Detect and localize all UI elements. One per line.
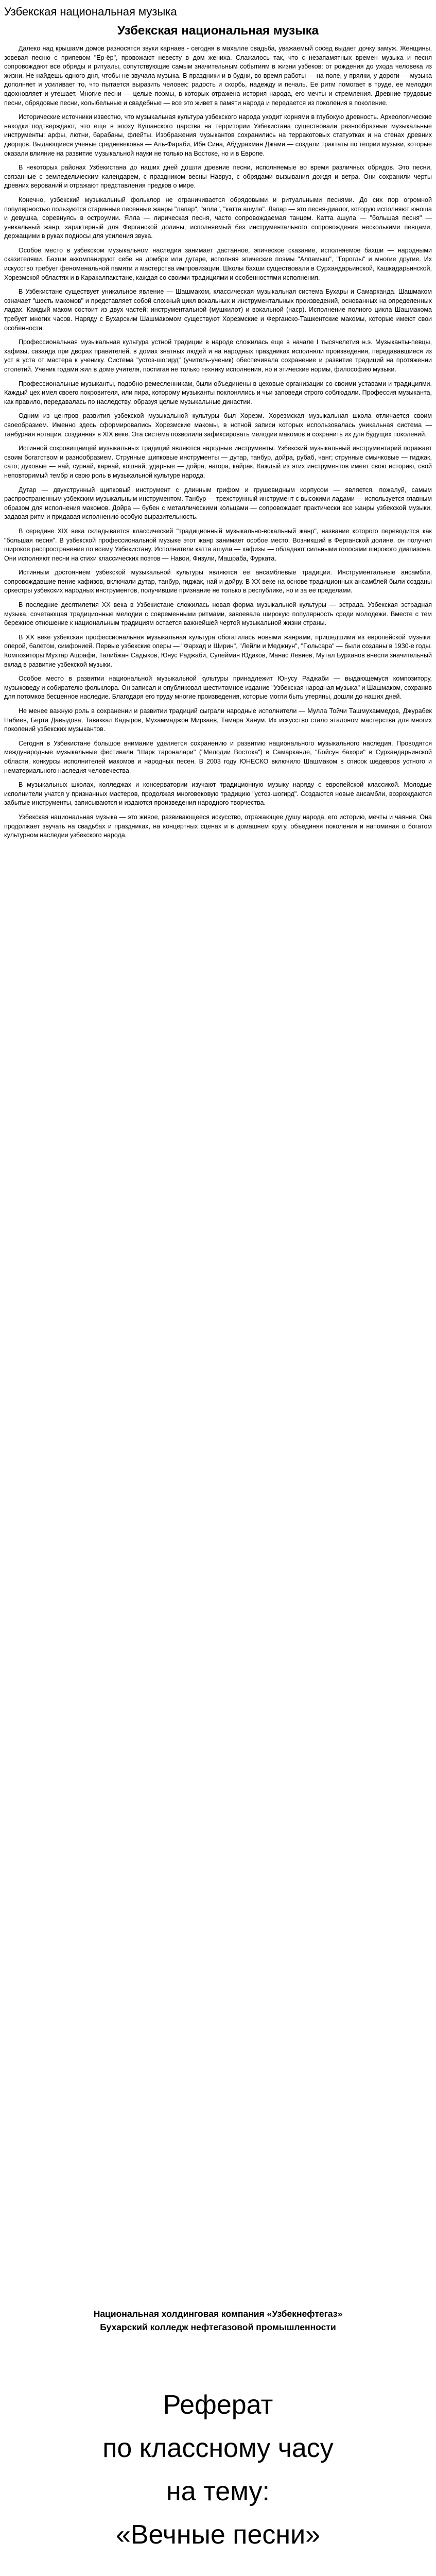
article-paragraph: Особое место в узбекском музыкальном наследии занимает дастанное, эпическое сказание, исполняемое бахши — народными сказителями. Бахши аккомпанируют себе на домбре или дутаре, исполняя эпические поэмы "Алпамыш", "Гороглы" и многие другие. Их искусство требует феноменальной памяти и мастерства импровизации. Школы бахши существовали в Сурхандарьинской, Кашкадарьинской, Хорезмской областях и в Каракалпакстане, каждая со своими традициями и особенностями исполнения. [4, 246, 432, 281]
article-paragraph: Профессиональная музыкальная культура устной традиции в народе сложилась еще в начале I тысячелетия н.э. Музыканты-певцы, хафизы, сазанда при дворах правителей, в домах знатных людей и на народных праздниках исполняли произведения, передававшиеся из уст в уста от мастера к ученику. Система "устоз-шогирд" (учитель-ученик) обеспечивала сохранение и развитие традиций на протяжении столетий. Ученик годами жил в доме учителя, постигая не только технику исполнения, но и этические нормы, философию музыки. [4, 338, 432, 373]
article-paragraph: Не менее важную роль в сохранении и развитии традиций сыграли народные исполнители — Мулла Тойчи Ташмухаммедов, Джурабек Набиев, Берта Давыдова, Таваккал Кадыров, Мухаммаджон Мирзаев, Тамара Ханум. Их искусство стало эталоном мастерства для многих поколений узбекских музыкантов. [4, 707, 432, 733]
article-paragraph: В XX веке узбекская профессиональная музыкальная культура обогатилась новыми жанрами, пришедшими из европейской музыки: оперой, балетом, симфонией. Первые узбекские оперы — "Фархад и Ширин", "Лейли и Меджнун", "Гюльсара" — были созданы в 1930-е годы. Композиторы Мухтар Ашрафи, Талибжан Садыков, Юнус Раджаби, Сулейман Юдаков, Манас Левиев, Мутал Бурханов внесли значительный вклад в развитие узбекской музыки. [4, 633, 432, 668]
college-name: Бухарский колледж нефтегазовой промышленности [100, 2322, 336, 2332]
article-paragraph: Истинным достоянием узбекской музыкальной культуры являются ее ансамблевые традиции. Инструментальные ансамбли, сопровождавшие пение хафизов, включали дутар, танбур, гиджак, най и дойру. В XX веке на основе традиционных ансамблей были созданы оркестры узбекских народных инструментов, получившие признание не только в республике, но и за ее пределами. [4, 569, 432, 595]
article-paragraph: Узбекская национальная музыка — это живое, развивающееся искусство, отражающее душу народа, его историю, мечты и чаяния. Она продолжает звучать на свадьбах и праздниках, на концертных сценах и в домашнем кругу, объединяя поколения и напоминая о богатом культурном наследии узбекского народа. [4, 813, 432, 839]
article-paragraph: Истинной сокровищницей музыкальных традиций являются народные инструменты. Узбекский музыкальный инструментарий поражает своим богатством и разнообразием. Струнные щипковые инструменты — дутар, танбур, дойра, рубаб, чанг; струнные смычковые — гиджак, сато; духовые — най, сурнай, карнай, кошнай; ударные — дойра, нагора, кайрак. Каждый из этих инструментов имеет свою историю, свой неповторимый тембр и свою роль в музыкальной культуре народа. [4, 445, 432, 479]
organization-name: Национальная холдинговая компания «Узбекнефтегаз» [93, 2309, 343, 2319]
article-paragraph: В середине XIX века складывается классический "традиционный музыкально-вокальный жанр", название которого переводится как "большая песня". В узбекской профессиональной музыке этот жанр занимает особое место. Возникший в Ферганской долине, он получил широкое распространение по всему Узбекистану. Исполнители катта ашула — хафизы — обладают сильными голосами широкого диапазона. Они исполняют песни на стихи классических поэтов — Навои, Физули, Машраба, Фурката. [4, 527, 432, 562]
article-paragraph: Профессиональные музыканты, подобно ремесленникам, были объединены в цеховые организации со своими уставами и традициями. Каждый цех имел своего покровителя, или пира, которому музыканты поклонялись и чьи заповеди строго соблюдали. Профессия музыканта, как правило, передавалась по наследству, образуя целые музыкальные династии. [4, 380, 432, 405]
article-heading: Узбекская национальная музыка [117, 24, 319, 38]
article-paragraph: Одним из центров развития узбекской музыкальной культуры был Хорезм. Хорезмская музыкальная школа отличается своим своеобразием. Именно здесь сформировались Хорезмские макомы, в нотной записи которых использовалась уникальная система — танбурная нотация, созданная в XIX веке. Эта система позволила зафиксировать мелодии макомов и сохранить их для будущих поколений. [4, 412, 432, 438]
article-paragraph: Конечно, узбекский музыкальный фольклор не ограничивается обрядовыми и ритуальными песнями. До сих пор огромной популярностью пользуются старинные песенные жанры "лапар", "ялла", "катта ашула". Лапар — это песня-диалог, которую исполняют юноша и девушка, соревнуясь в остроумии. Ялла — лирическая песня, часто сопровождаемая танцем. Катта ашула — "большая песня" — уникальный жанр, характерный для Ферганской долины, исполняемый без инструментального сопровождения несколькими певцами, держащими в руках подносы для усиления звука. [4, 196, 432, 240]
article-paragraph: Исторические источники известно, что музыкальная культура узбекского народа уходит корнями в глубокую древность. Археологические находки подтверждают, что еще в эпоху Кушанского царства на территории Узбекистана существовали разнообразные музыкальные инструменты: арфы, лютни, барабаны, флейты. Изображения музыкантов сохранились на терракотовых статуэтках и на стенах древних дворцов. Выдающиеся ученые средневековья — Аль-Фараби, Ибн Сина, Абдурахман Джами — создали трактаты по теории музыки, которые оказали влияние на развитие музыкальной науки не только на Востоке, но и в Европе. [4, 113, 432, 157]
article-paragraph: Особое место в развитии национальной музыкальной культуры принадлежит Юнусу Раджаби — выдающемуся композитору, музыковеду и собирателю фольклора. Он записал и опубликовал шеститомное издание "Узбекская народная музыка" и Шашмаком, сохранив для потомков бесценное наследие. Благодаря его труду многие произведения, которые могли быть утеряны, дошли до наших дней. [4, 675, 432, 701]
cover-page [0, 2307, 436, 2576]
article-paragraph: В некоторых районах Узбекистана до наших дней дошли древние песни, исполняемые во время различных обрядов. Это песни, связанные с земледельческим календарем, с праздником весны Навруз, с обрядами вызывания дождя и ветра. Они сохранили черты древних верований и отражают представления предков о мире. [4, 164, 432, 190]
article-paragraph: В последние десятилетия XX века в Узбекистане сложилась новая форма музыкальной культуры — эстрада. Узбекская эстрадная музыка, сочетающая традиционные мелодии с современными ритмами, завоевала широкую популярность среди молодежи. Вместе с тем бережное отношение к национальным традициям остается важнейшей чертой музыкальной жизни страны. [4, 601, 432, 627]
document-title: Узбекская национальная музыка [4, 5, 177, 18]
report-type: Реферат [163, 2390, 273, 2420]
article-paragraph: Далеко над крышами домов разносятся звуки карнаев - сегодня в махалле свадьба, уважаемый сосед выдает дочку замуж. Женщины, зовевая песню с припевом "Ёр-ёр", провожают невесту в дом жениха. Слажалось так, что с незапамятных времен музыка и песня сопровождают все обряды и ритуалы, сопутствующие самым значительным событиям в жизни узбеков: от рождения до ухода человека из жизни. Не найдешь одного дня, чтобы не звучала музыка. В праздники и в будни, во время работы — на поле, у прялки, у дороги — музыка дополняет и усиливает то, что пытается выразить человек: радость и скорбь, надежду и печаль. Ее ритм помогает в труде, ее мелодия вдохновляет и утешает. Многие песни — целые поэмы, в которых отражена история народа, его мечты и стремления. Древние трудовые песни, обрядовые песни, колыбельные и свадебные — все это живет в памяти народа и передается из поколения в поколение. [4, 45, 432, 107]
article-body [4, 44, 432, 840]
report-subtitle-theme: на тему: [166, 2477, 270, 2506]
article-paragraph: В музыкальных школах, колледжах и консерватории изучают традиционную музыку наряду с европейской классикой. Молодые исполнители учатся у признанных мастеров, продолжая многовековую традицию "устоз-шогирд". Создаются новые ансамбли, возрождаются забытые инструменты, записываются и издаются произведения народного творчества. [4, 781, 432, 807]
article-paragraph: В Узбекистане существует уникальное явление — Шашмаком, классическая музыкальная система Бухары и Самарканда. Шашмаком означает "шесть макомов" и представляет собой сложный цикл вокальных и инструментальных произведений, основанных на определенных ладах. Каждый маком состоит из двух частей: инструментальной (мушкилот) и вокальной (наср). Исполнение полного цикла Шашмакома требует многих часов. Наряду с Бухарским Шашмакомом существуют Хорезмские и Ферганско-Ташкентские макомы, которые имеют свои особенности. [4, 288, 432, 332]
report-topic: «Вечные песни» [115, 2520, 321, 2550]
article-paragraph: Сегодня в Узбекистане большое внимание уделяется сохранению и развитию национального музыкального наследия. Проводятся международные музыкальные фестивали "Шарк тароналари" ("Мелодии Востока") в Самарканде, "Бойсун бахори" в Сурхандарьинской области, конкурсы исполнителей макомов и народных песен. В 2003 году ЮНЕСКО включило Шашмаком в список шедевров устного и нематериального наследия человечества. [4, 739, 432, 774]
report-subtitle: по классному часу [102, 2433, 334, 2463]
document-page [0, 0, 436, 840]
article-paragraph: Дутар — двухструнный щипковый инструмент с длинным грифом и грушевидным корпусом — является, пожалуй, самым распространенным узбекским музыкальным инструментом. Танбур — трехструнный инструмент с высокими ладами — используется главным образом для исполнения макомов. Дойра — бубен с металлическими кольцами — сопровождает практически все жанры узбекской музыки, задавая ритм и придавая исполнению особую выразительность. [4, 486, 432, 521]
